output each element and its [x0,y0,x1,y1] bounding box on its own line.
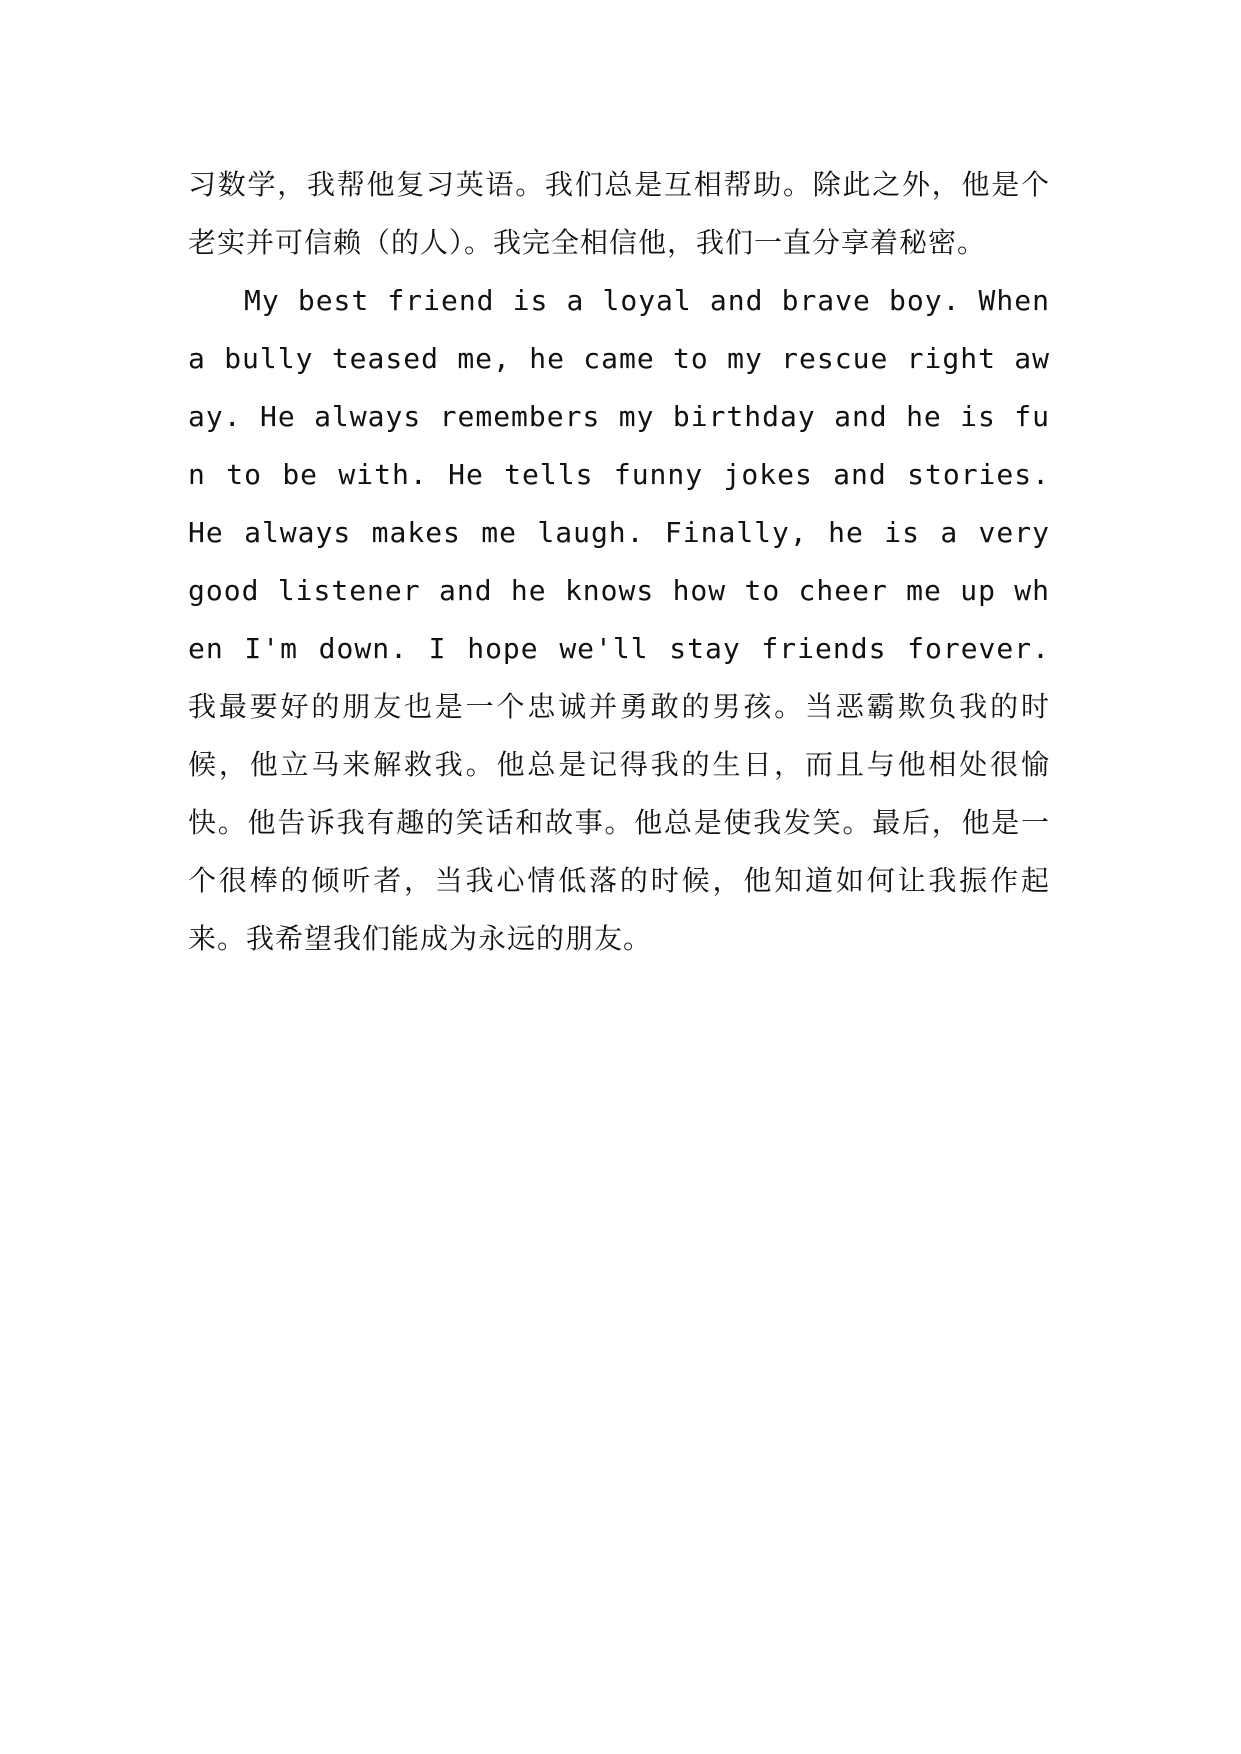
document-body [188,156,1050,968]
paragraph-continuation: 习数学，我帮他复习英语。我们总是互相帮助。除此之外，他是个老实并可信赖（的人）。我完全相信他，我们一直分享着秘密。 [188,168,1050,259]
paragraph-best-friend: My best friend is a loyal and brave boy. When a bully teased me, he came to my rescue right away. He always remembers my birthday and he is fun to be with. He tells funny jokes and stories. He always makes me laugh. Finally, he is a very good listener and he knows how to cheer me up when I'm down. I hope we'll stay friends forever.我最要好的朋友也是一个忠诚并勇敢的男孩。当恶霸欺负我的时候，他立马来解救我。他总是记得我的生日，而且与他相处很愉快。他告诉我有趣的笑话和故事。他总是使我发笑。最后，他是一个很棒的倾听者，当我心情低落的时候，他知道如何让我振作起来。我希望我们能成为永远的朋友。 [188,284,1050,955]
